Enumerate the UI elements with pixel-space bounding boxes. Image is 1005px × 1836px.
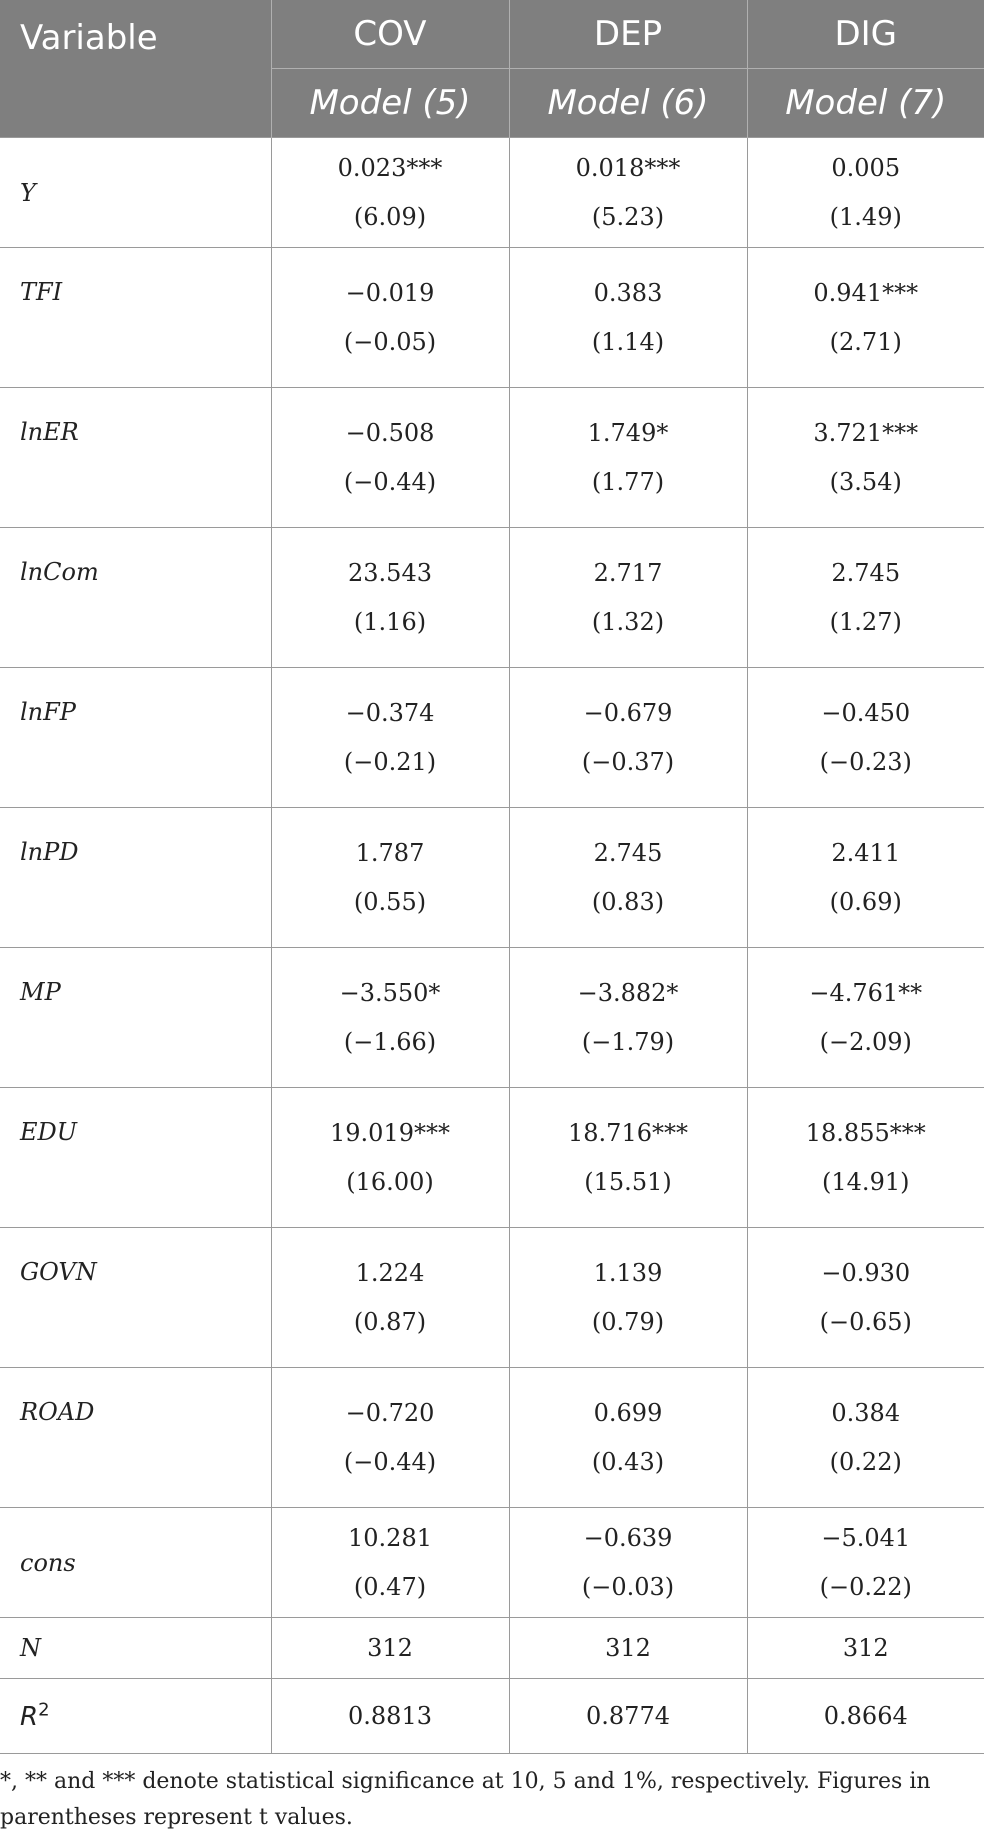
table-row xyxy=(0,138,984,248)
coefficient-value: −5.041 xyxy=(821,1523,911,1552)
t-value: (1.49) xyxy=(829,202,902,231)
estimate-cell xyxy=(509,248,747,388)
table-row-n xyxy=(0,1618,984,1679)
r2-value-dep: 0.8774 xyxy=(509,1679,747,1754)
estimate-cell xyxy=(747,1228,984,1368)
coefficient-value: 0.941*** xyxy=(813,278,919,307)
estimate-cell xyxy=(509,1228,747,1368)
estimate-cell xyxy=(509,1088,747,1228)
t-value: (5.23) xyxy=(591,202,665,231)
estimate-cell xyxy=(271,1508,509,1618)
row-label: TFI xyxy=(0,248,271,388)
estimate-cell xyxy=(747,1368,984,1508)
coefficient-value: 2.717 xyxy=(593,558,663,587)
estimate-cell xyxy=(271,948,509,1088)
model-header-6: Model (6) xyxy=(509,69,747,138)
t-value: (6.09) xyxy=(353,202,427,231)
estimate-cell xyxy=(271,138,509,248)
row-label: EDU xyxy=(0,1088,271,1228)
coefficient-value: 0.384 xyxy=(831,1398,901,1427)
table-row xyxy=(0,1088,984,1228)
row-label: MP xyxy=(0,948,271,1088)
row-label-r2: $R^2$ xyxy=(0,1679,271,1754)
table-footnote: *, ** and *** denote statistical significance at 10, 5 and 1%, respectively. Figures in parentheses represent t values. xyxy=(0,1769,931,1830)
estimate-cell xyxy=(509,528,747,668)
table-row xyxy=(0,248,984,388)
table-row xyxy=(0,668,984,808)
coefficient-value: 18.855*** xyxy=(805,1118,926,1147)
t-value: (1.32) xyxy=(591,607,665,636)
t-value: (−0.21) xyxy=(343,747,437,776)
estimate-cell xyxy=(747,138,984,248)
variable-header: Variable xyxy=(0,0,271,138)
t-value: (0.87) xyxy=(353,1307,427,1336)
estimate-cell xyxy=(747,668,984,808)
coefficient-value: 19.019*** xyxy=(330,1118,450,1147)
coefficient-value: 0.005 xyxy=(831,153,901,182)
n-value-cov: 312 xyxy=(271,1618,509,1679)
t-value: (−0.03) xyxy=(581,1572,675,1601)
t-value: (0.55) xyxy=(353,887,427,916)
estimate-cell xyxy=(271,248,509,388)
row-label: ROAD xyxy=(0,1368,271,1508)
estimate-cell xyxy=(271,388,509,528)
t-value: (−1.66) xyxy=(343,1027,437,1056)
row-label-n: N xyxy=(0,1618,271,1679)
coefficient-value: 23.543 xyxy=(348,558,432,587)
t-value: (−0.44) xyxy=(343,1447,437,1476)
table-row xyxy=(0,948,984,1088)
t-value: (1.77) xyxy=(591,467,665,496)
t-value: (0.47) xyxy=(353,1572,427,1601)
t-value: (16.00) xyxy=(346,1167,434,1196)
estimate-cell xyxy=(271,808,509,948)
t-value: (−2.09) xyxy=(819,1027,912,1056)
table-row xyxy=(0,1368,984,1508)
t-value: (0.69) xyxy=(829,887,902,916)
coefficient-value: 3.721*** xyxy=(813,418,919,447)
coefficient-value: 2.745 xyxy=(831,558,901,587)
estimate-cell xyxy=(509,138,747,248)
coefficient-value: −0.639 xyxy=(583,1523,673,1552)
row-label: lnCom xyxy=(0,528,271,668)
coefficient-value: 10.281 xyxy=(348,1523,432,1552)
estimate-cell xyxy=(271,528,509,668)
t-value: (1.27) xyxy=(829,607,902,636)
coefficient-value: 0.018*** xyxy=(575,153,681,182)
model-header-5: Model (5) xyxy=(271,69,509,138)
t-value: (−0.23) xyxy=(819,747,912,776)
row-label: lnPD xyxy=(0,808,271,948)
coefficient-value: −0.720 xyxy=(345,1398,435,1427)
coefficient-value: 0.383 xyxy=(593,278,663,307)
t-value: (−0.37) xyxy=(581,747,675,776)
t-value: (1.14) xyxy=(591,327,665,356)
coefficient-value: −3.550* xyxy=(339,978,441,1007)
row-label: Y xyxy=(0,138,271,248)
t-value: (−0.22) xyxy=(819,1572,912,1601)
table-row xyxy=(0,808,984,948)
estimate-cell xyxy=(747,1508,984,1618)
r2-value-cov: 0.8813 xyxy=(271,1679,509,1754)
estimate-cell xyxy=(747,248,984,388)
t-value: (14.91) xyxy=(822,1167,910,1196)
coefficient-value: 1.787 xyxy=(355,838,425,867)
coefficient-value: −0.679 xyxy=(583,698,673,727)
table-row xyxy=(0,528,984,668)
column-header-dep: DEP xyxy=(509,0,747,69)
coefficient-value: 1.749* xyxy=(587,418,669,447)
coefficient-value: −3.882* xyxy=(577,978,679,1007)
n-value-dig: 312 xyxy=(747,1618,984,1679)
row-label: lnFP xyxy=(0,668,271,808)
estimate-cell xyxy=(509,808,747,948)
estimate-cell xyxy=(509,1508,747,1618)
t-value: (−0.44) xyxy=(343,467,437,496)
estimate-cell xyxy=(271,1088,509,1228)
table-row-r2 xyxy=(0,1679,984,1754)
estimate-cell xyxy=(509,388,747,528)
estimate-cell xyxy=(747,388,984,528)
t-value: (2.71) xyxy=(829,327,902,356)
coefficient-value: 0.023*** xyxy=(337,153,443,182)
estimate-cell xyxy=(509,1368,747,1508)
t-value: (−0.65) xyxy=(819,1307,912,1336)
t-value: (0.22) xyxy=(829,1447,902,1476)
row-label: cons xyxy=(0,1508,271,1618)
estimate-cell xyxy=(747,948,984,1088)
t-value: (−1.79) xyxy=(581,1027,675,1056)
t-value: (0.79) xyxy=(591,1307,665,1336)
coefficient-value: 2.745 xyxy=(593,838,663,867)
t-value: (3.54) xyxy=(829,467,902,496)
t-value: (1.16) xyxy=(353,607,427,636)
table-row xyxy=(0,388,984,528)
table-row xyxy=(0,1508,984,1618)
table-header xyxy=(0,0,984,138)
estimate-cell xyxy=(509,948,747,1088)
column-header-cov: COV xyxy=(271,0,509,69)
coefficient-value: −0.450 xyxy=(821,698,911,727)
estimate-cell xyxy=(747,1088,984,1228)
coefficient-value: 2.411 xyxy=(831,838,901,867)
t-value: (0.83) xyxy=(591,887,665,916)
t-value: (−0.05) xyxy=(343,327,437,356)
estimate-cell xyxy=(747,528,984,668)
table-row xyxy=(0,1228,984,1368)
coefficient-value: −4.761** xyxy=(809,978,923,1007)
coefficient-value: −0.374 xyxy=(345,698,435,727)
coefficient-value: −0.019 xyxy=(345,278,435,307)
coefficient-value: 18.716*** xyxy=(568,1118,688,1147)
coefficient-value: 0.699 xyxy=(593,1398,663,1427)
column-header-dig: DIG xyxy=(747,0,984,69)
estimate-cell xyxy=(747,808,984,948)
row-label: lnER xyxy=(0,388,271,528)
estimate-cell xyxy=(509,668,747,808)
t-value: (0.43) xyxy=(591,1447,665,1476)
coefficient-value: −0.508 xyxy=(345,418,435,447)
estimate-cell xyxy=(271,1228,509,1368)
coefficient-value: −0.930 xyxy=(821,1258,911,1287)
estimate-cell xyxy=(271,668,509,808)
coefficient-value: 1.224 xyxy=(355,1258,425,1287)
coefficient-value: 1.139 xyxy=(593,1258,663,1287)
estimate-cell xyxy=(271,1368,509,1508)
model-header-7: Model (7) xyxy=(747,69,984,138)
n-value-dep: 312 xyxy=(509,1618,747,1679)
r2-value-dig: 0.8664 xyxy=(747,1679,984,1754)
t-value: (15.51) xyxy=(584,1167,672,1196)
row-label: GOVN xyxy=(0,1228,271,1368)
table-body xyxy=(0,138,984,1754)
